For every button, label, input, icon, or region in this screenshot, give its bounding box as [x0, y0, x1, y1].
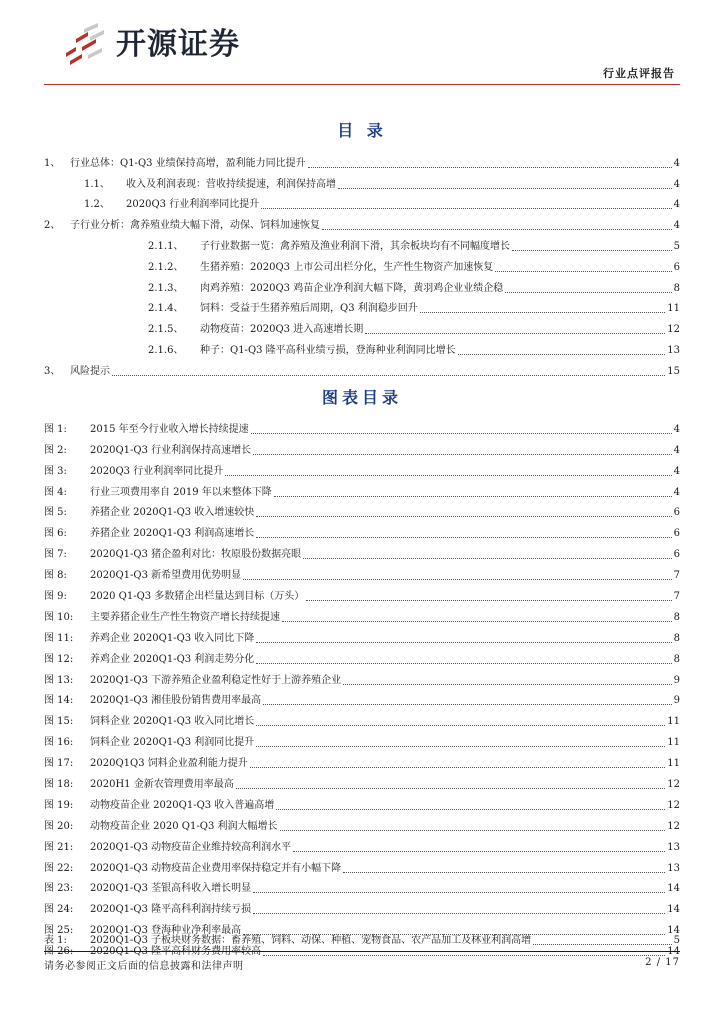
toc-entry[interactable] — [44, 414, 680, 435]
dot-leader — [280, 830, 666, 831]
entry-title: 动物疫苗：2020Q3 进入高速增长期 — [200, 324, 364, 336]
entry-number: 表 1: — [44, 935, 67, 946]
entry-number: 图 25: — [44, 925, 74, 937]
dot-leader — [256, 725, 665, 726]
entry-title: 动物疫苗企业 2020Q1-Q3 收入普遍高增 — [90, 799, 275, 811]
toc-entry[interactable] — [44, 356, 680, 377]
toc-list — [44, 148, 680, 377]
toc-entry[interactable] — [44, 148, 680, 169]
dot-leader — [256, 642, 671, 643]
dot-leader — [512, 250, 672, 251]
entry-page: 8 — [673, 632, 680, 644]
entry-title: 种子：Q1-Q3 隆平高科业绩亏损，登海种业利润同比增长 — [200, 344, 456, 356]
entry-title: 饲料：受益于生猪养殖后周期，Q3 利润稳步回升 — [200, 303, 418, 315]
footer-disclaimer: 请务必参阅正文后面的信息披露和法律声明 — [44, 961, 244, 972]
entry-number: 1.1、 — [84, 178, 110, 190]
dot-leader — [256, 537, 671, 538]
toc-entry[interactable] — [44, 231, 680, 252]
entry-number: 图 12: — [44, 653, 74, 665]
tables-list — [44, 930, 680, 946]
dot-leader — [256, 516, 671, 517]
dot-leader — [251, 433, 672, 434]
toc-entry[interactable] — [44, 518, 680, 539]
entry-title: 生猪养殖：2020Q3 上市公司出栏分化，生产性生物资产加速恢复 — [200, 261, 494, 273]
entry-page: 6 — [673, 549, 680, 561]
entry-page: 14 — [667, 883, 680, 895]
entry-number: 图 5: — [44, 507, 67, 519]
entry-page: 12 — [667, 779, 680, 791]
dot-leader — [308, 167, 672, 168]
dot-leader — [293, 851, 665, 852]
entry-page: 12 — [667, 799, 680, 811]
dot-leader — [505, 292, 671, 293]
entry-title: 风险提示 — [70, 365, 110, 377]
entry-page: 11 — [667, 737, 680, 749]
dot-leader — [303, 558, 671, 559]
entry-title: 养猪企业 2020Q1-Q3 收入增速较快 — [90, 507, 255, 519]
dot-leader — [263, 704, 671, 705]
entry-title: 2020Q3 行业利润率同比提升 — [126, 199, 260, 211]
figures-list — [44, 414, 680, 957]
entry-title: 2020Q1-Q3 猪企盈利对比：牧原股份数据亮眼 — [90, 549, 302, 561]
entry-title: 2020Q1-Q3 动物疫苗企业费用率保持稳定并有小幅下降 — [90, 862, 342, 874]
toc-entry[interactable] — [44, 190, 680, 211]
entry-number: 图 6: — [44, 528, 67, 540]
toc-entry[interactable] — [44, 727, 680, 748]
entry-page: 4 — [673, 157, 680, 169]
entry-number: 2.1.5、 — [148, 324, 184, 336]
toc-entry[interactable] — [44, 665, 680, 686]
dot-leader — [253, 454, 671, 455]
entry-number: 图 23: — [44, 883, 74, 895]
entry-page: 9 — [673, 695, 680, 707]
entry-number: 图 9: — [44, 591, 67, 603]
entry-number: 图 24: — [44, 904, 74, 916]
entry-title: 子行业数据一览：禽养殖及渔业利润下滑，其余板块均有不同幅度增长 — [200, 240, 510, 252]
toc-entry[interactable] — [44, 894, 680, 915]
entry-page: 6 — [673, 507, 680, 519]
dot-leader — [533, 944, 671, 945]
entry-number: 图 26: — [44, 946, 74, 958]
entry-number: 图 7: — [44, 549, 67, 561]
entry-page: 14 — [667, 946, 680, 958]
entry-page: 11 — [667, 303, 680, 315]
entry-title: 2020Q1-Q3 隆平高科利润持续亏损 — [90, 904, 252, 916]
toc-entry[interactable] — [44, 294, 680, 315]
entry-title: 2020Q1-Q3 湘佳股份销售费用率最高 — [90, 695, 262, 707]
entry-title: 动物疫苗企业 2020 Q1-Q3 利润大幅增长 — [90, 820, 278, 832]
toc-entry[interactable] — [44, 456, 680, 477]
toc-entry[interactable] — [44, 314, 680, 335]
dot-leader — [276, 809, 665, 810]
toc-entry[interactable] — [44, 602, 680, 623]
entry-number: 2.1.2、 — [148, 261, 184, 273]
entry-page: 12 — [667, 324, 680, 336]
entry-title: 2020Q1-Q3 隆平高科财务费用率较高 — [90, 946, 262, 958]
company-logo — [62, 20, 240, 70]
entry-title: 收入及利润表现：营收持续提速，利润保持高增 — [126, 178, 336, 190]
toc-entry[interactable] — [44, 477, 680, 498]
entry-number: 图 1: — [44, 423, 67, 435]
dot-leader — [365, 333, 665, 334]
entry-title: 2020Q1-Q3 下游养殖企业盈利稳定性好于上游养殖企业 — [90, 674, 342, 686]
entry-number: 图 13: — [44, 674, 74, 686]
toc-entry[interactable] — [44, 790, 680, 811]
entry-page: 5 — [673, 935, 680, 946]
entry-page: 6 — [673, 261, 680, 273]
dot-leader — [263, 955, 665, 956]
entry-number: 2.1.4、 — [148, 303, 184, 315]
entry-number: 图 21: — [44, 841, 74, 853]
dot-leader — [250, 767, 666, 768]
entry-title: 2020Q1-Q3 动物疫苗企业维持较高利润水平 — [90, 841, 292, 853]
toc-entry[interactable] — [44, 560, 680, 581]
entry-number: 图 2: — [44, 444, 67, 456]
dot-leader — [343, 684, 671, 685]
entry-page: 4 — [673, 423, 680, 435]
toc-entry[interactable] — [44, 874, 680, 895]
toc-entry[interactable] — [44, 706, 680, 727]
toc-entry[interactable] — [44, 769, 680, 790]
dot-leader — [322, 229, 672, 230]
toc-entry[interactable] — [44, 686, 680, 707]
entry-number: 图 4: — [44, 486, 67, 498]
toc-entry[interactable] — [44, 210, 680, 231]
toc-entry[interactable] — [44, 811, 680, 832]
entry-number: 图 3: — [44, 465, 67, 477]
dot-leader — [256, 663, 671, 664]
page-number: 2 / 17 — [645, 957, 680, 968]
entry-page: 13 — [667, 862, 680, 874]
entry-number: 2、 — [44, 220, 61, 232]
kaiyuan-logo-icon — [62, 23, 108, 67]
entry-page: 7 — [673, 591, 680, 603]
entry-number: 图 20: — [44, 820, 74, 832]
entry-number: 图 16: — [44, 737, 74, 749]
toc-entry[interactable] — [44, 169, 680, 190]
dot-leader — [274, 496, 672, 497]
entry-page: 5 — [673, 240, 680, 252]
entry-title: 2020H1 金新农管理费用率最高 — [90, 779, 234, 791]
entry-page: 4 — [673, 199, 680, 211]
entry-number: 图 22: — [44, 862, 74, 874]
toc-entry[interactable] — [44, 581, 680, 602]
toc-entry[interactable] — [44, 853, 680, 874]
toc-entry[interactable] — [44, 623, 680, 644]
entry-page: 7 — [673, 570, 680, 582]
report-type-label: 行业点评报告 — [603, 67, 675, 80]
entry-title: 主要养猪企业生产性生物资产增长持续提速 — [90, 611, 280, 623]
toc-entry[interactable] — [44, 335, 680, 356]
logo-text: 开源证券 — [116, 27, 240, 62]
dot-leader — [112, 375, 665, 376]
toc-entry[interactable] — [44, 435, 680, 456]
entry-number: 图 8: — [44, 570, 67, 582]
entry-number: 1.2、 — [84, 199, 110, 211]
entry-number: 3、 — [44, 365, 61, 377]
toc-heading: 目 录 — [337, 121, 387, 140]
dot-leader — [256, 746, 665, 747]
entry-title: 2020Q1Q3 饲料企业盈利能力提升 — [90, 758, 248, 770]
entry-number: 图 10: — [44, 611, 74, 623]
dot-leader — [420, 312, 666, 313]
dot-leader — [458, 354, 666, 355]
dot-leader — [236, 788, 666, 789]
dot-leader — [338, 188, 672, 189]
entry-title: 肉鸡养殖：2020Q3 鸡苗企业净利润大幅下降，黄羽鸡企业业绩企稳 — [200, 282, 504, 294]
entry-page: 8 — [673, 653, 680, 665]
entry-page: 8 — [673, 282, 680, 294]
dot-leader — [225, 475, 671, 476]
entry-page: 11 — [667, 716, 680, 728]
entry-number: 图 11: — [44, 632, 74, 644]
entry-page: 12 — [667, 820, 680, 832]
entry-title: 2020 Q1-Q3 多数猪企出栏量达到目标（万头） — [90, 591, 305, 603]
entry-number: 2.1.3、 — [148, 282, 184, 294]
entry-title: 饲料企业 2020Q1-Q3 利润同比提升 — [90, 737, 255, 749]
entry-page: 4 — [673, 220, 680, 232]
entry-page: 4 — [673, 486, 680, 498]
entry-page: 6 — [673, 528, 680, 540]
dot-leader — [282, 621, 672, 622]
entry-title: 2020Q1-Q3 荃银高科收入增长明显 — [90, 883, 252, 895]
toc-entry[interactable] — [44, 930, 680, 946]
entry-page: 4 — [673, 465, 680, 477]
entry-page: 4 — [673, 444, 680, 456]
dot-leader — [495, 271, 671, 272]
entry-title: 2020Q1-Q3 新希望费用优势明显 — [90, 570, 242, 582]
entry-title: 2020Q1-Q3 行业利润保持高速增长 — [90, 444, 252, 456]
entry-title: 养猪企业 2020Q1-Q3 利润高速增长 — [90, 528, 255, 540]
dot-leader — [306, 600, 671, 601]
entry-page: 13 — [667, 841, 680, 853]
entry-number: 图 14: — [44, 695, 74, 707]
figures-heading: 图表目录 — [321, 388, 402, 407]
entry-page: 8 — [673, 611, 680, 623]
entry-number: 2.1.1、 — [148, 240, 184, 252]
entry-title: 2015 年至今行业收入增长持续提速 — [90, 423, 249, 435]
entry-number: 图 17: — [44, 758, 74, 770]
dot-leader — [343, 872, 665, 873]
entry-title: 2020Q1-Q3 登海种业净利率最高 — [90, 925, 242, 937]
entry-page: 4 — [673, 178, 680, 190]
entry-title: 子行业分析：禽养殖业绩大幅下滑，动保、饲料加速恢复 — [70, 220, 320, 232]
header-divider — [44, 84, 680, 85]
toc-entry[interactable] — [44, 498, 680, 519]
entry-title: 行业总体：Q1-Q3 业绩保持高增，盈利能力同比提升 — [70, 157, 306, 169]
footer-divider — [44, 951, 680, 952]
dot-leader — [253, 913, 665, 914]
entry-title: 养鸡企业 2020Q1-Q3 利润走势分化 — [90, 653, 255, 665]
entry-number: 图 18: — [44, 779, 74, 791]
entry-page: 15 — [667, 365, 680, 377]
entry-title: 2020Q1-Q3 子板块财务数据：畜养殖、饲料、动保、种植、宠物食品、农产品加工及林业利润高增 — [90, 935, 532, 946]
toc-entry[interactable] — [44, 748, 680, 769]
entry-number: 图 19: — [44, 799, 74, 811]
entry-number: 1、 — [44, 157, 61, 169]
entry-page: 13 — [667, 344, 680, 356]
toc-entry[interactable] — [44, 539, 680, 560]
entry-title: 2020Q3 行业利润率同比提升 — [90, 465, 224, 477]
toc-entry[interactable] — [44, 273, 680, 294]
toc-entry[interactable] — [44, 252, 680, 273]
entry-page: 9 — [673, 674, 680, 686]
dot-leader — [253, 892, 665, 893]
entry-page: 11 — [667, 758, 680, 770]
entry-title: 饲料企业 2020Q1-Q3 收入同比增长 — [90, 716, 255, 728]
entry-number: 图 15: — [44, 716, 74, 728]
entry-title: 行业三项费用率自 2019 年以来整体下降 — [90, 486, 272, 498]
entry-title: 养鸡企业 2020Q1-Q3 收入同比下降 — [90, 632, 255, 644]
entry-page: 14 — [667, 925, 680, 937]
dot-leader — [261, 208, 671, 209]
toc-entry[interactable] — [44, 644, 680, 665]
entry-number: 2.1.6、 — [148, 344, 184, 356]
toc-entry[interactable] — [44, 832, 680, 853]
entry-page: 14 — [667, 904, 680, 916]
dot-leader — [243, 579, 671, 580]
